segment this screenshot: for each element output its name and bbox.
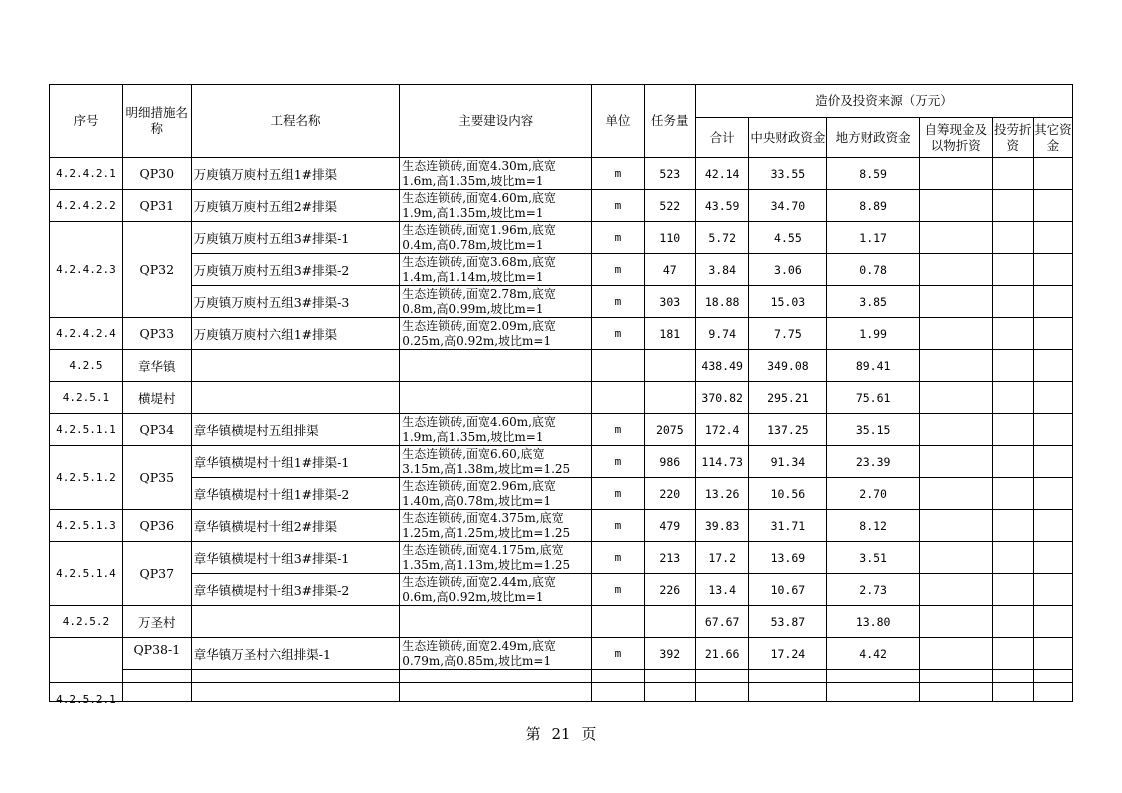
row-measure: 万圣村 <box>122 606 191 638</box>
row-content-line-2: 0.79m,高0.85m,坡比m=1 <box>402 653 552 668</box>
row-labor <box>992 158 1033 190</box>
row-content-line-1: 生态连锁砖,面宽4.60m,底宽 <box>402 414 556 429</box>
row-project <box>191 606 399 638</box>
row-central: 7.75 <box>749 318 827 350</box>
row-seq <box>50 638 123 706</box>
row-seq-text: 4.2.5.2.1 <box>56 693 116 706</box>
row-self <box>919 478 992 510</box>
row-seq: 4.2.4.2.4 <box>50 318 123 350</box>
row-seq: 4.2.5.1.4 <box>50 542 123 606</box>
col-header-unit: 单位 <box>592 85 644 158</box>
row-content-line-2: 1.25m,高1.25m,坡比m=1.25 <box>402 525 571 540</box>
table-row-hidden <box>50 670 1073 702</box>
row-measure: QP33 <box>122 318 191 350</box>
row-other <box>1033 158 1072 190</box>
row-seq: 4.2.5 <box>50 350 123 382</box>
row-labor <box>992 478 1033 510</box>
row-project: 万庾镇万庾村五组1#排渠 <box>191 158 399 190</box>
row-measure: QP37 <box>122 542 191 606</box>
row-unit: m <box>592 254 644 286</box>
col-header-labor: 投劳折资 <box>992 118 1033 158</box>
row-labor <box>992 414 1033 446</box>
col-header-other: 其它资金 <box>1033 118 1072 158</box>
row-other <box>1033 542 1072 574</box>
table-row <box>50 638 1073 670</box>
row-content <box>400 478 592 510</box>
row-project: 万庾镇万庾村五组3#排渠-1 <box>191 222 399 254</box>
row-total: 18.88 <box>695 286 748 318</box>
row-content <box>400 222 592 254</box>
row-central: 13.69 <box>749 542 827 574</box>
row-unit: m <box>592 414 644 446</box>
row-unit: m <box>592 638 644 670</box>
col-header-content: 主要建设内容 <box>400 85 592 158</box>
row-unit <box>592 350 644 382</box>
row-local: 13.80 <box>827 606 919 638</box>
page-footer <box>0 723 1122 744</box>
row-content <box>400 574 592 606</box>
row-self <box>919 190 992 222</box>
row-content <box>400 254 592 286</box>
row-other <box>1033 606 1072 638</box>
col-header-local: 地方财政资金 <box>827 118 919 158</box>
row-content-line-2: 1.40m,高0.78m,坡比m=1 <box>402 493 552 508</box>
col-header-seq: 序号 <box>50 85 123 158</box>
row-qty: 303 <box>644 286 695 318</box>
row-unit: m <box>592 478 644 510</box>
row-qty: 522 <box>644 190 695 222</box>
row-seq: 4.2.5.1.2 <box>50 446 123 510</box>
row-labor <box>992 606 1033 638</box>
table-row <box>50 510 1073 542</box>
row-local: 8.12 <box>827 510 919 542</box>
row-qty <box>644 382 695 414</box>
row-qty: 220 <box>644 478 695 510</box>
table-row <box>50 574 1073 606</box>
row-labor <box>992 446 1033 478</box>
row-other <box>1033 222 1072 254</box>
row-content <box>400 638 592 670</box>
row-content-line-2: 1.9m,高1.35m,坡比m=1 <box>402 429 544 444</box>
row-local: 35.15 <box>827 414 919 446</box>
row-unit: m <box>592 318 644 350</box>
row-local: 1.17 <box>827 222 919 254</box>
row-total: 43.59 <box>695 190 748 222</box>
row-self <box>919 510 992 542</box>
row-self <box>919 414 992 446</box>
row-unit: m <box>592 574 644 606</box>
row-other <box>1033 254 1072 286</box>
page-prefix: 第 <box>525 725 541 743</box>
row-qty: 523 <box>644 158 695 190</box>
row-content-line-2: 0.4m,高0.78m,坡比m=1 <box>402 237 544 252</box>
row-content <box>400 606 592 638</box>
row-total: 13.4 <box>695 574 748 606</box>
row-total: 438.49 <box>695 350 748 382</box>
header-row-1 <box>50 85 1073 118</box>
row-total: 67.67 <box>695 606 748 638</box>
row-other <box>1033 510 1072 542</box>
row-content-line-1: 生态连锁砖,面宽2.09m,底宽 <box>402 318 556 333</box>
row-total: 13.26 <box>695 478 748 510</box>
row-qty: 181 <box>644 318 695 350</box>
row-local: 75.61 <box>827 382 919 414</box>
row-content <box>400 382 592 414</box>
row-labor <box>992 254 1033 286</box>
row-seq: 4.2.4.2.2 <box>50 190 123 222</box>
row-content <box>400 446 592 478</box>
row-local: 89.41 <box>827 350 919 382</box>
row-content-line-1: 生态连锁砖,面宽6.60,底宽 <box>402 446 545 461</box>
row-self <box>919 382 992 414</box>
row-central: 15.03 <box>749 286 827 318</box>
table-row <box>50 254 1073 286</box>
row-measure: QP30 <box>122 158 191 190</box>
row-local: 0.78 <box>827 254 919 286</box>
table-row <box>50 286 1073 318</box>
row-total: 17.2 <box>695 542 748 574</box>
row-total: 172.4 <box>695 414 748 446</box>
row-labor <box>992 190 1033 222</box>
table-row <box>50 478 1073 510</box>
row-total: 114.73 <box>695 446 748 478</box>
row-content-line-2: 1.35m,高1.13m,坡比m=1.25 <box>402 557 571 572</box>
row-content-line-1: 生态连锁砖,面宽4.30m,底宽 <box>402 158 556 173</box>
row-labor <box>992 222 1033 254</box>
row-project: 万庾镇万庾村六组1#排渠 <box>191 318 399 350</box>
row-labor <box>992 510 1033 542</box>
row-seq: 4.2.4.2.1 <box>50 158 123 190</box>
table-row <box>50 318 1073 350</box>
row-self <box>919 606 992 638</box>
row-central: 34.70 <box>749 190 827 222</box>
row-local: 3.85 <box>827 286 919 318</box>
row-local: 2.73 <box>827 574 919 606</box>
row-total: 5.72 <box>695 222 748 254</box>
row-content-line-1: 生态连锁砖,面宽4.175m,底宽 <box>402 542 564 557</box>
table-row <box>50 222 1073 254</box>
row-self <box>919 446 992 478</box>
row-other <box>1033 382 1072 414</box>
row-central: 137.25 <box>749 414 827 446</box>
row-qty: 110 <box>644 222 695 254</box>
row-central: 295.21 <box>749 382 827 414</box>
row-measure: 章华镇 <box>122 350 191 382</box>
row-local: 8.59 <box>827 158 919 190</box>
row-content <box>400 286 592 318</box>
row-labor <box>992 382 1033 414</box>
row-central: 10.67 <box>749 574 827 606</box>
row-other <box>1033 286 1072 318</box>
budget-table <box>49 84 1073 706</box>
row-measure: QP34 <box>122 414 191 446</box>
row-project: 章华镇横堤村十组2#排渠 <box>191 510 399 542</box>
row-total: 9.74 <box>695 318 748 350</box>
col-header-self: 自筹现金及以物折资 <box>919 118 992 158</box>
row-unit <box>592 382 644 414</box>
table-row-group <box>50 382 1073 414</box>
row-content-line-1: 生态连锁砖,面宽2.78m,底宽 <box>402 286 556 301</box>
row-local: 3.51 <box>827 542 919 574</box>
row-content-line-2: 1.9m,高1.35m,坡比m=1 <box>402 205 544 220</box>
row-self <box>919 286 992 318</box>
row-content-line-1: 生态连锁砖,面宽1.96m,底宽 <box>402 222 556 237</box>
row-local: 8.89 <box>827 190 919 222</box>
row-seq: 4.2.5.1.1 <box>50 414 123 446</box>
row-labor <box>992 542 1033 574</box>
row-central: 3.06 <box>749 254 827 286</box>
row-content-line-1: 生态连锁砖,面宽3.68m,底宽 <box>402 254 556 269</box>
row-self <box>919 542 992 574</box>
row-seq: 4.2.4.2.3 <box>50 222 123 318</box>
row-measure: 横堤村 <box>122 382 191 414</box>
row-central: 349.08 <box>749 350 827 382</box>
row-content <box>400 510 592 542</box>
row-content-line-2: 1.6m,高1.35m,坡比m=1 <box>402 173 544 188</box>
row-other <box>1033 638 1072 670</box>
row-unit: m <box>592 542 644 574</box>
col-header-qty: 任务量 <box>644 85 695 158</box>
row-self <box>919 638 992 670</box>
row-other <box>1033 446 1072 478</box>
row-measure: QP32 <box>122 222 191 318</box>
row-unit: m <box>592 286 644 318</box>
row-central: 33.55 <box>749 158 827 190</box>
page-number: 21 <box>551 725 571 743</box>
budget-table-sheet <box>49 84 1073 706</box>
row-measure: QP36 <box>122 510 191 542</box>
row-content-line-1: 生态连锁砖,面宽2.96m,底宽 <box>402 478 556 493</box>
row-content-line-1: 生态连锁砖,面宽4.60m,底宽 <box>402 190 556 205</box>
row-project: 章华镇万圣村六组排渠-1 <box>191 638 399 670</box>
row-measure: QP35 <box>122 446 191 510</box>
row-project: 章华镇横堤村十组3#排渠-2 <box>191 574 399 606</box>
row-central: 91.34 <box>749 446 827 478</box>
row-local: 1.99 <box>827 318 919 350</box>
table-row <box>50 414 1073 446</box>
row-project <box>191 382 399 414</box>
row-project: 万庾镇万庾村五组2#排渠 <box>191 190 399 222</box>
row-other <box>1033 478 1072 510</box>
row-total: 42.14 <box>695 158 748 190</box>
row-content-line-2: 0.6m,高0.92m,坡比m=1 <box>402 589 544 604</box>
row-content-line-2: 1.4m,高1.14m,坡比m=1 <box>402 269 544 284</box>
row-seq: 4.2.5.1 <box>50 382 123 414</box>
row-measure: QP31 <box>122 190 191 222</box>
row-labor <box>992 286 1033 318</box>
row-central: 17.24 <box>749 638 827 670</box>
row-central: 31.71 <box>749 510 827 542</box>
row-project: 章华镇横堤村十组3#排渠-1 <box>191 542 399 574</box>
row-other <box>1033 350 1072 382</box>
row-project: 章华镇横堤村五组排渠 <box>191 414 399 446</box>
table-row <box>50 158 1073 190</box>
col-header-total: 合计 <box>695 118 748 158</box>
row-content <box>400 542 592 574</box>
table-row-group <box>50 350 1073 382</box>
row-content-line-1: 生态连锁砖,面宽2.49m,底宽 <box>402 638 556 653</box>
row-central: 10.56 <box>749 478 827 510</box>
row-seq: 4.2.5.1.3 <box>50 510 123 542</box>
row-content-line-1: 生态连锁砖,面宽4.375m,底宽 <box>402 510 564 525</box>
row-central: 4.55 <box>749 222 827 254</box>
row-self <box>919 158 992 190</box>
row-labor <box>992 350 1033 382</box>
row-unit: m <box>592 510 644 542</box>
row-project: 万庾镇万庾村五组3#排渠-2 <box>191 254 399 286</box>
row-qty: 479 <box>644 510 695 542</box>
row-unit: m <box>592 446 644 478</box>
table-row <box>50 542 1073 574</box>
row-other <box>1033 190 1072 222</box>
row-content <box>400 190 592 222</box>
row-project: 章华镇横堤村十组1#排渠-1 <box>191 446 399 478</box>
row-other <box>1033 574 1072 606</box>
row-project <box>191 350 399 382</box>
row-qty <box>644 606 695 638</box>
col-header-central: 中央财政资金 <box>749 118 827 158</box>
row-total: 21.66 <box>695 638 748 670</box>
row-labor <box>992 318 1033 350</box>
row-content-line-2: 0.25m,高0.92m,坡比m=1 <box>402 333 552 348</box>
row-content <box>400 350 592 382</box>
row-unit: m <box>592 190 644 222</box>
row-qty: 213 <box>644 542 695 574</box>
row-central: 53.87 <box>749 606 827 638</box>
row-project: 万庾镇万庾村五组3#排渠-3 <box>191 286 399 318</box>
row-self <box>919 350 992 382</box>
row-total: 370.82 <box>695 382 748 414</box>
row-measure: QP38-1 <box>122 638 191 670</box>
row-content-line-1: 生态连锁砖,面宽2.44m,底宽 <box>402 574 556 589</box>
row-unit: m <box>592 158 644 190</box>
row-other <box>1033 318 1072 350</box>
row-qty: 392 <box>644 638 695 670</box>
row-content-line-2: 3.15m,高1.38m,坡比m=1.25 <box>402 461 571 476</box>
row-total: 39.83 <box>695 510 748 542</box>
row-content <box>400 158 592 190</box>
table-row <box>50 190 1073 222</box>
row-qty <box>644 350 695 382</box>
row-qty: 47 <box>644 254 695 286</box>
row-self <box>919 318 992 350</box>
row-local: 2.70 <box>827 478 919 510</box>
col-header-project: 工程名称 <box>191 85 399 158</box>
row-content <box>400 318 592 350</box>
table-row <box>50 446 1073 478</box>
row-self <box>919 574 992 606</box>
row-self <box>919 222 992 254</box>
table-row-group <box>50 606 1073 638</box>
row-project: 章华镇横堤村十组1#排渠-2 <box>191 478 399 510</box>
row-self <box>919 254 992 286</box>
row-unit <box>592 606 644 638</box>
col-header-measure: 明细措施名称 <box>122 85 191 158</box>
row-local: 23.39 <box>827 446 919 478</box>
page-suffix: 页 <box>581 725 597 743</box>
col-header-cost-group: 造价及投资来源（万元） <box>695 85 1072 118</box>
row-labor <box>992 574 1033 606</box>
row-qty: 226 <box>644 574 695 606</box>
row-unit: m <box>592 222 644 254</box>
row-other <box>1033 414 1072 446</box>
row-qty: 2075 <box>644 414 695 446</box>
row-content-line-2: 0.8m,高0.99m,坡比m=1 <box>402 301 544 316</box>
row-content <box>400 414 592 446</box>
row-labor <box>992 638 1033 670</box>
row-seq: 4.2.5.2 <box>50 606 123 638</box>
row-local: 4.42 <box>827 638 919 670</box>
row-total: 3.84 <box>695 254 748 286</box>
row-qty: 986 <box>644 446 695 478</box>
